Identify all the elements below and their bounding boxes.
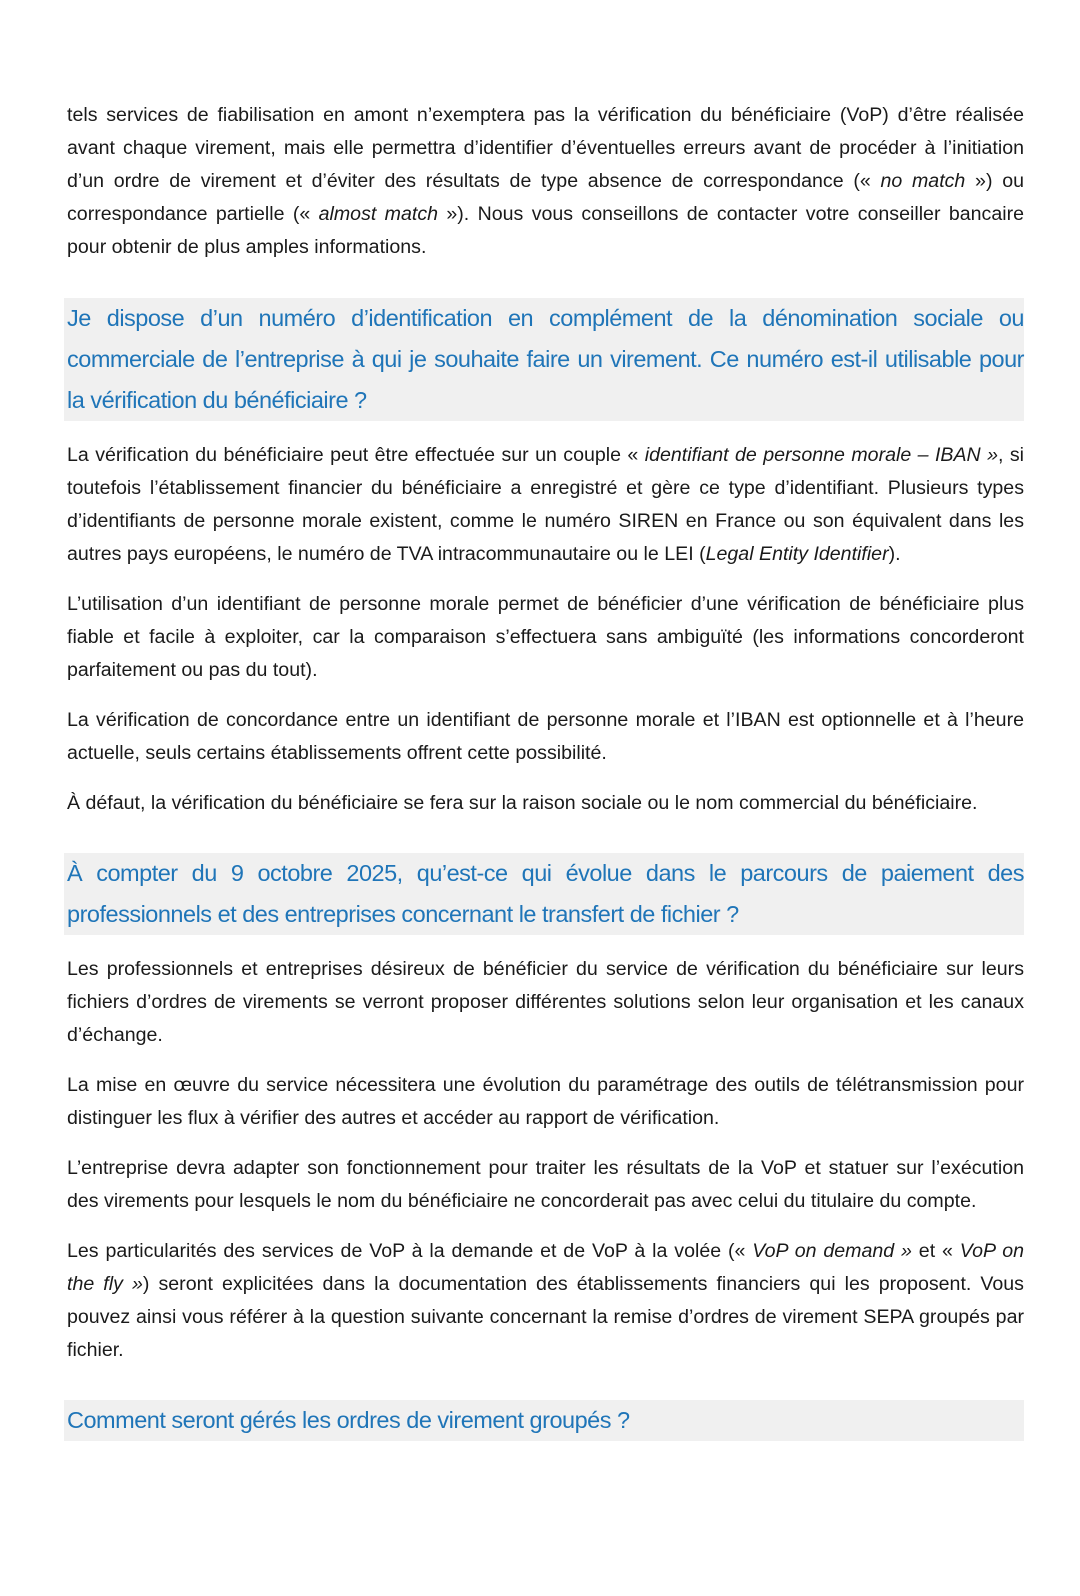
section2-paragraph-3: L’entreprise devra adapter son fonctionnement pour traiter les résultats de la VoP et statuer sur l’exécution des virements pour lesquels le nom du bénéficiaire ne concorderait pas avec celui du titulaire du compte. [67, 1157, 1024, 1212]
intro-paragraph: tels services de fiabilisation en amont n’exemptera pas la vérification du bénéficiaire (VoP) d’être réalisée avant chaque virement, mais elle permettra d’identifier d’éventuelles erreurs avant de procéder à l’initiation d’un ordre de virement et d’éviter des résultats de type absence de correspondance (« no match ») ou correspondance partielle (« almost match »). Nous vous conseillons de contacter votre conseiller bancaire pour obtenir de plus amples informations. [67, 104, 1024, 258]
faq-question-grouped-transfers: Comment seront gérés les ordres de virement groupés ? [64, 1400, 1024, 1441]
section2-paragraph-1: Les professionnels et entreprises désireux de bénéficier du service de vérification du bénéficiaire sur leurs fichiers d’ordres de virements se verront proposer différentes solutions selon leur organisation et les canaux d’échange. [67, 958, 1024, 1046]
section1-paragraph-1: La vérification du bénéficiaire peut être effectuée sur un couple « identifiant de personne morale – IBAN », si toutefois l’établissement financier du bénéficiaire a enregistré et gère ce type d’identifiant. Plusieurs types d’identifiants de personne morale existent, comme le numéro SIREN en France ou son équivalent dans les autres pays européens, le numéro de TVA intracommunautaire ou le LEI (Legal Entity Identifier). [67, 444, 1025, 565]
faq-question-identifier: Je dispose d’un numéro d’identification en complément de la dénomination sociale ou commerciale de l’entreprise à qui je souhaite faire un virement. Ce numéro est-il utilisable pour la vérification du bénéficiaire ? [64, 298, 1024, 421]
section1-paragraph-4: À défaut, la vérification du bénéficiaire se fera sur la raison sociale ou le nom commercial du bénéficiaire. [67, 792, 978, 814]
section2-paragraph-4: Les particularités des services de VoP à la demande et de VoP à la volée (« VoP on demand » et « VoP on the fly ») seront explicitées dans la documentation des établissements financiers qui les proposent. Vous pouvez ainsi vous référer à la question suivante concernant la remise d’ordres de virement SEPA groupés par fichier. [67, 1240, 1024, 1361]
section1-paragraph-3: La vérification de concordance entre un identifiant de personne morale et l’IBAN est optionnelle et à l’heure actuelle, seuls certains établissements offrent cette possibilité. [67, 709, 1024, 764]
faq-question-file-transfer: À compter du 9 octobre 2025, qu’est-ce qui évolue dans le parcours de paiement des professionnels et des entreprises concernant le transfert de fichier ? [64, 853, 1024, 935]
section2-paragraph-2: La mise en œuvre du service nécessitera une évolution du paramétrage des outils de télétransmission pour distinguer les flux à vérifier des autres et accéder au rapport de vérification. [67, 1074, 1024, 1129]
section1-paragraph-2: L’utilisation d’un identifiant de personne morale permet de bénéficier d’une vérification de bénéficiaire plus fiable et facile à exploiter, car la comparaison s’effectuera sans ambiguïté (les informations concorderont parfaitement ou pas du tout). [67, 593, 1024, 681]
